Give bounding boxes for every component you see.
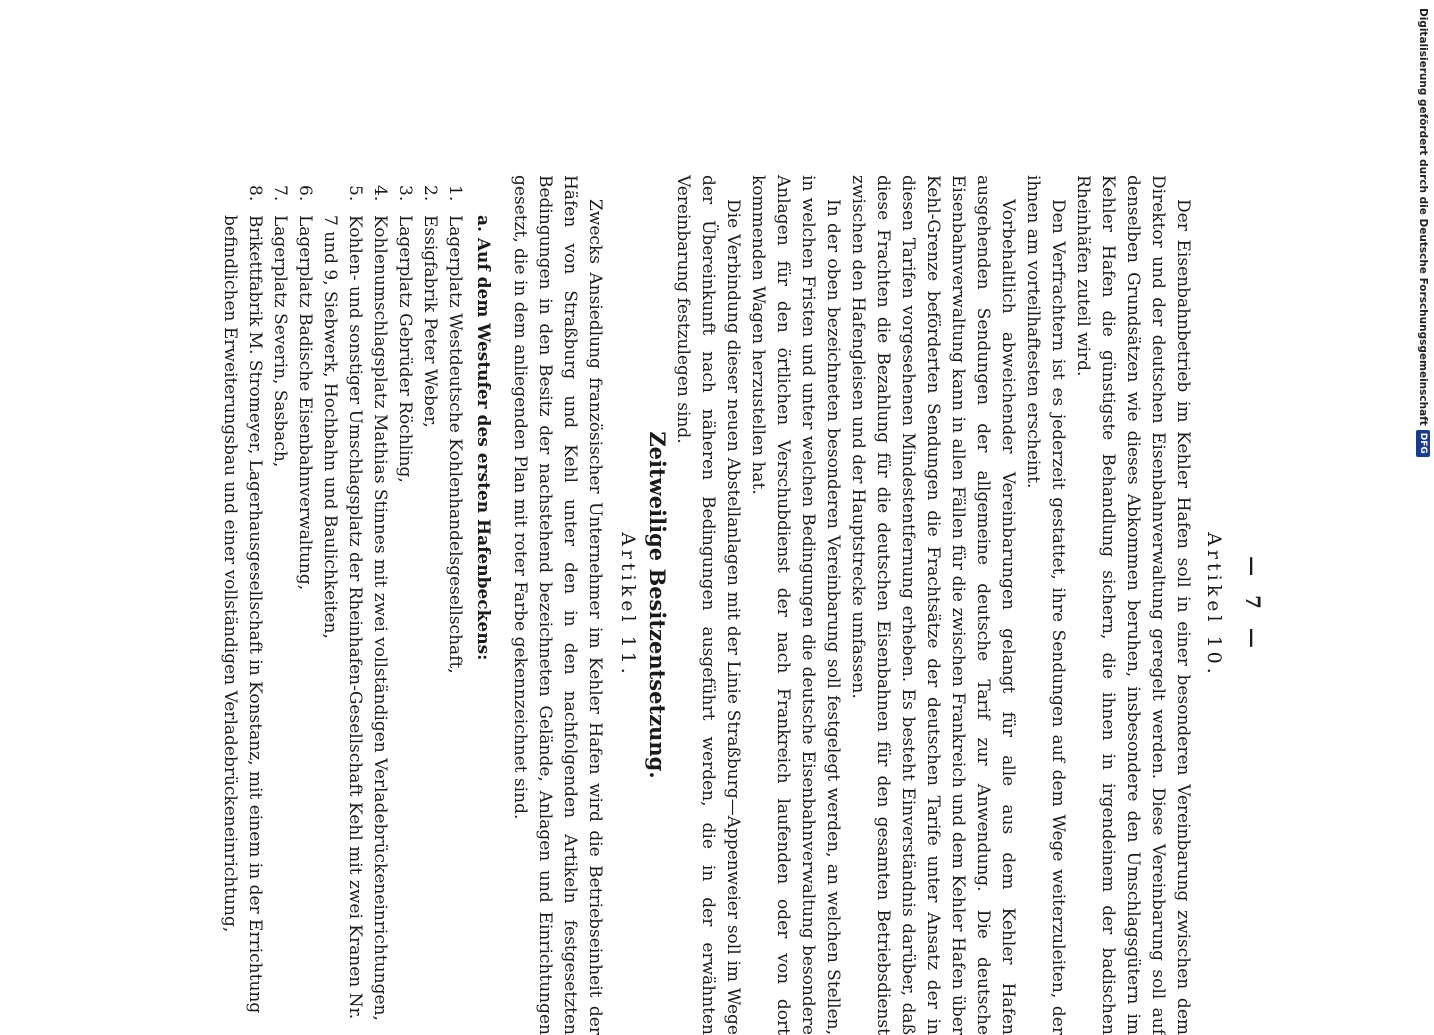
section-zeitweilige (217, 175, 670, 1035)
list-item-text: Kohlen- und sonstiger Umschlagsplatz der Rheinhafen-Gesellschaft Kehl mit zwei Kranen Nr. 7 und 9, Siebwerk, Hochbahn und Baulichkeiten, (320, 215, 365, 1020)
article-10-paragraph-2: Den Verfrachtern ist es jederzeit gestattet, ihre Sendungen auf dem Wege weiterzuleiten, der ihnen am vorteilhaftesten erscheint. (1023, 175, 1068, 1035)
list-item-text: Lagerplatz Gebrüder Röchling, (395, 215, 415, 483)
dfg-stamp (1413, 8, 1433, 454)
article-11-paragraph: Zwecks Ansiedlung französischer Unternehmer im Kehler Hafen wird die Betriebseinheit der Häfen von Straßburg und Kehl unter den in den nachfolgenden Artikeln festgesetzten Bedingungen in den Besitz der nachstehend bezeichneten Gelände, Anlagen und Einrichtungen gesetzt, die in dem anliegenden Plan mit roter Farbe gekennzeichnet sind. (510, 175, 605, 1035)
list-item-text: Kohlenumschlagsplatz Mathias Stinnes mit zwei vollständigen Verladebrückeneinrichtungen, (370, 215, 390, 1021)
list-item (317, 175, 367, 1035)
article-10-paragraph-4: In der oben bezeichneten besonderen Vereinbarung soll festgelegt werden, an welchen Stellen, in welchen Fristen und unter welchen Bedingungen die deutsche Eisenbahnverwaltung besondere Anlagen für den örtlichen Verschubdienst der nach Frankreich laufenden oder von dort kommenden Wagen herzustellen hat. (748, 175, 843, 1035)
dfg-stamp-text: Digitalisierung gefördert durch die Deutsche Forschungsgemeinschaft (1417, 8, 1429, 426)
dfg-stamp-rotated (1413, 8, 1433, 454)
list-item-number: 5. (345, 185, 365, 202)
dfg-logo-icon: DFG (1416, 430, 1430, 457)
section-title: Zeitweilige Besitzentsetzung. (645, 431, 670, 779)
list-item-text: Lagerplatz Westdeutsche Kohlenhandelsgesellschaft, (445, 215, 465, 674)
list-item-number: 3. (395, 185, 415, 202)
page-number: — 7 — (1241, 556, 1265, 654)
list-item (392, 175, 417, 1035)
article-10-paragraph-5: Die Verbindung dieser neuen Abstellanlagen mit der Linie Straßburg—Appenweier soll im Wege der Übereinkunft nach näheren Bedingungen ausgeführt werden, die in der erwähnten Vereinbarung festzulegen sind. (673, 175, 743, 1035)
list-item (292, 175, 317, 1035)
list-item-text: Essigfabrik Peter Weber, (420, 215, 440, 428)
article-11-heading: Artikel 11. (617, 532, 639, 678)
list-item-number: 8. (245, 185, 265, 202)
article-11-list (217, 175, 467, 1035)
list-item-text: Lagerplatz Severin, Sasbach, (270, 215, 290, 468)
list-item (367, 175, 392, 1035)
list-item-text: Brikettfabrik M. Stromeyer, Lagerhausgesellschaft in Konstanz, mit einem in der Errichtung befindlichen Erweiterungsbau und einer vollständigen Verladebrückeneinrichtung, (220, 215, 265, 1014)
article-10-paragraph-1: Der Eisenbahnbetrieb im Kehler Hafen soll in einer besonderen Vereinbarung zwischen dem Direktor und der deutschen Eisenbahnverwaltung geregelt werden. Diese Vereinbarung soll auf denselben Grundsätzen wie dieses Abkommen beruhen, insbesondere den Umschlagsgütern im Kehler Hafen die günstigste Behandlung sichern, die ihnen in irgendeinem der badischen Rheinhäfen zuteil wird. (1073, 175, 1193, 1035)
list-item-number: 7. (270, 185, 290, 202)
rotated-page (5, 175, 1265, 1035)
list-item-number: 2. (420, 185, 440, 202)
article-10-heading: Artikel 10. (1203, 532, 1225, 678)
list-item-number: 1. (445, 185, 465, 202)
article-10 (670, 175, 1225, 1035)
list-item-text: Lagerplatz Badische Eisenbahnverwaltung, (295, 215, 315, 591)
list-item (442, 175, 467, 1035)
list-item (217, 175, 267, 1035)
list-item (417, 175, 442, 1035)
article-10-paragraph-3: Vorbehaltlich abweichender Vereinbarungen gelangt für alle aus dem Kehler Hafen ausgehenden Sendungen der allgemeine deutsche Tarif zur Anwendung. Die deutsche Eisenbahnverwaltung kann in allen Fällen für die zwischen Frankreich und dem Kehler Hafen über Kehl-Grenze beförderten Sendungen die Frachtsätze der deutschen Tarife unter Ansatz der in diesen Tarifen vorgesehenen Mindestentfernung erheben. Es besteht Einverständnis darüber, daß diese Frachten die Bezahlung für die deutschen Eisenbahnen für den gesamten Betriebsdienst zwischen den Hafengleisen und der Hauptstrecke umfassen. (848, 175, 1018, 1035)
article-11-subhead: a. Auf dem Westufer des ersten Hafenbeckens: (473, 215, 493, 661)
list-item-number: 6. (295, 185, 315, 202)
list-item (267, 175, 292, 1035)
list-item-number: 4. (370, 185, 390, 202)
document-page (5, 175, 1265, 1035)
